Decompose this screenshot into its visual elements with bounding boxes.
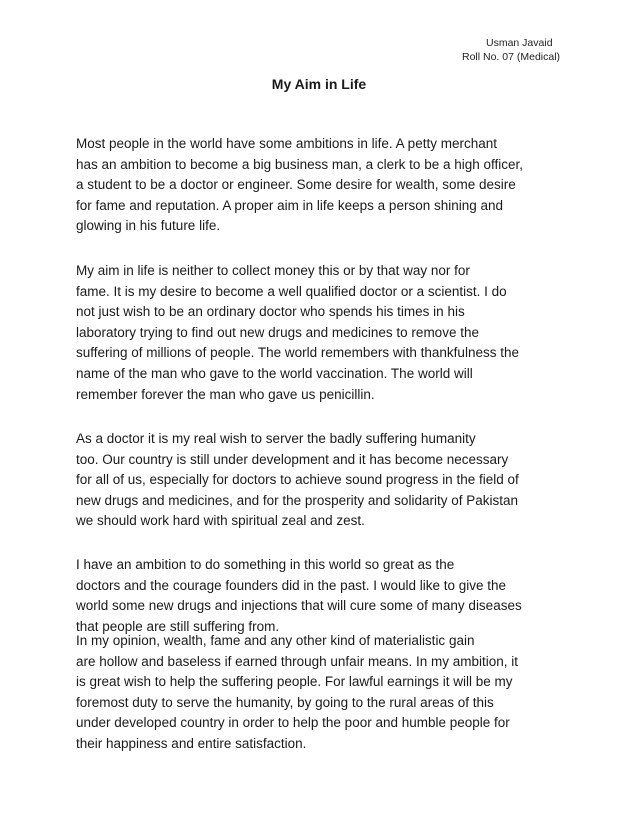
- paragraph-aim: My aim in life is neither to collect money this or by that way nor for fame. It is my desire to become a well qualified doctor or a scientist. I do not just wish to be an ordinary doctor who spends his times in his laboratory trying to find out new drugs and medicines to remove the suffering of millions of people. The world remembers with thankfulness the name of the man who gave to the world vaccination. The world will remember forever the man who gave us penicillin.: [76, 263, 519, 402]
- author-block: [462, 36, 560, 64]
- essay-title: My Aim in Life: [271, 76, 367, 92]
- paragraph-doctor-wish: As a doctor it is my real wish to server the badly suffering humanity too. Our country is still under development and it has become necessary for all of us, especially for doctors to achieve sound progress in the field of new drugs and medicines, and for the prosperity and solidarity of Pakistan we should work hard with spiritual zeal and zest.: [76, 431, 519, 529]
- paragraph-ambition: I have an ambition to do something in this world so great as the doctors and the courage founders did in the past. I would like to give the world some new drugs and injections that will cure some of many diseases that people are still suffering from.: [76, 557, 522, 634]
- author-name: Usman Javaid: [486, 37, 553, 49]
- roll-number: Roll No. 07 (Medical): [462, 51, 561, 63]
- paragraph-intro: Most people in the world have some ambitions in life. A petty merchant has an ambition to become a big business man, a clerk to be a high officer, a student to be a doctor or engineer. Some desire for wealth, some desire for fame and reputation. A proper aim in life keeps a person shining and glowing in his future life.: [76, 136, 524, 234]
- paragraph-opinion: In my opinion, wealth, fame and any other kind of materialistic gain are hollow and baseless if earned through unfair means. In my ambition, it is great wish to help the suffering people. For lawful earnings it will be my foremost duty to serve the humanity, by going to the rural areas of this under developed country in order to help the poor and humble people for their happiness and entire satisfaction.: [76, 633, 518, 751]
